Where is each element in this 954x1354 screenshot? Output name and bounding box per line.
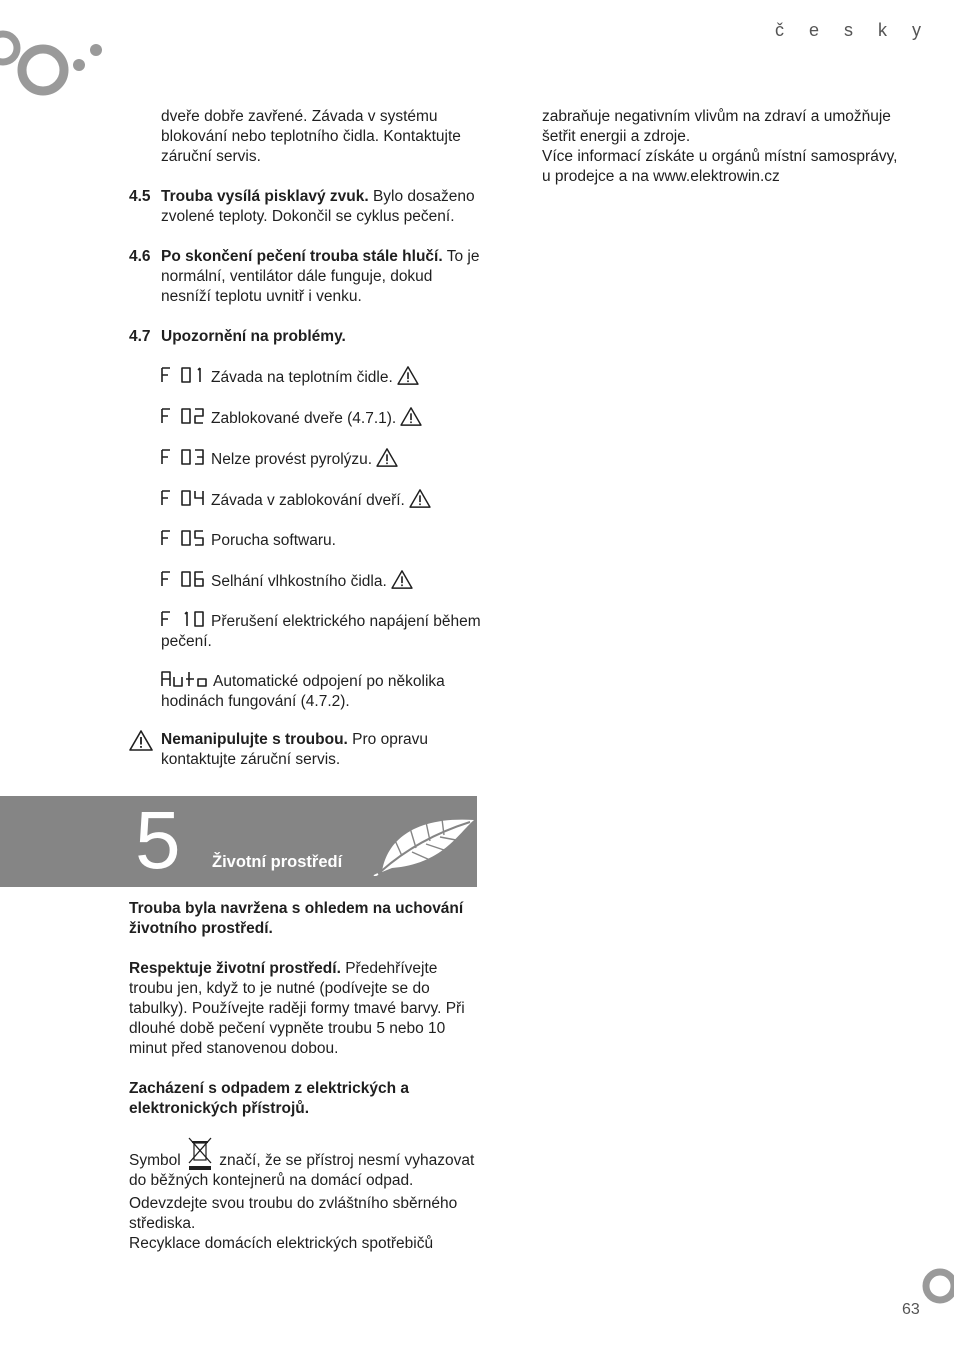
environment-section [129, 899, 481, 1254]
respect-title: Respektuje životní prostředí. [129, 960, 341, 977]
section-5-number: 5 [135, 795, 181, 886]
warning-icon [391, 570, 413, 589]
section-4-5 [129, 187, 481, 227]
error-code-list [129, 366, 481, 712]
error-code-row [129, 570, 481, 592]
section-5-title: Životní prostředí [212, 853, 343, 871]
section-title: Trouba vysílá pisklavý zvuk. [161, 188, 369, 205]
section-5-banner [0, 796, 477, 887]
symbol-before: Symbol [129, 1152, 181, 1169]
error-code-row [129, 407, 481, 429]
error-code-text: Porucha softwaru. [211, 532, 336, 549]
section-title: Po skončení pečení trouba stále hlučí. [161, 248, 443, 265]
warning-icon [129, 730, 153, 751]
section-number: 4.5 [129, 188, 151, 205]
error-code-row [129, 530, 481, 551]
section-text: Bylo dosaženo zvolené teploty. Dokončil se cyklus pečení. [161, 188, 475, 225]
error-code-row [129, 671, 481, 712]
section-title: Upozornění na problémy. [161, 328, 346, 345]
left-column [129, 107, 481, 770]
error-code-row [129, 366, 481, 388]
page-number: 63 [902, 1301, 920, 1318]
segment-display-code [161, 367, 207, 384]
segment-display-code [161, 571, 207, 588]
warning-note [129, 730, 481, 770]
error-code-text: Závada v zablokování dveří. [211, 492, 405, 509]
error-code-text: Závada na teplotním čidle. [211, 369, 393, 386]
right-column [542, 107, 902, 187]
segment-display-code [161, 490, 207, 507]
segment-display-code [161, 408, 207, 425]
waste-title: Zacházení s odpadem z elektrických a elektronických přístrojů. [129, 1080, 409, 1117]
warning-icon [376, 448, 398, 467]
warning-title: Nemanipulujte s troubou. [161, 731, 348, 748]
continued-text: dveře dobře zavřené. Závada v systému blokování nebo teplotního čidla. Kontaktujte záruční servis. [161, 108, 461, 165]
section-number: 4.7 [129, 328, 151, 345]
symbol-after: značí, že se přístroj nesmí vyhazovat do běžných kontejnerů na domácí odpad. [129, 1152, 475, 1189]
right-text-1: zabraňuje negativním vlivům na zdraví a umožňuje šetřit energii a zdroje. [542, 108, 891, 145]
segment-display-code [161, 611, 207, 628]
section-number: 4.6 [129, 248, 151, 265]
language-label: č e s k y [775, 20, 932, 40]
error-code-row [129, 448, 481, 470]
respect-text: Předehřívejte troubu jen, když to je nutné (podívejte se do tabulky). Používejte raději formy tmavé barvy. Při dlouhé době pečení vypněte troubu 5 nebo 10 minut před stanovenou dobou. [129, 960, 465, 1057]
recycling-paragraph-2: Recyklace domácích elektrických spotřebičů [129, 1235, 434, 1252]
warning-icon [409, 489, 431, 508]
brand-ring-icon [920, 1266, 954, 1306]
warning-icon [400, 407, 422, 426]
crossed-bin-icon [187, 1137, 213, 1171]
warning-icon [397, 366, 419, 385]
error-code-text: Zablokované dveře (4.7.1). [211, 410, 397, 427]
symbol-paragraph [129, 1137, 481, 1191]
error-code-text: Nelze provést pyrolýzu. [211, 451, 373, 468]
section-text: To je normální, ventilátor dále funguje, dokud nesníží teplotu uvnitř i venku. [161, 248, 480, 305]
section-4-6 [129, 247, 481, 307]
segment-display-code [161, 449, 207, 466]
env-intro: Trouba byla navržena s ohledem na uchování životního prostředí. [129, 900, 464, 937]
error-code-text: Selhání vlhkostního čidla. [211, 573, 387, 590]
leaf-icon [372, 804, 478, 876]
section-4-7 [129, 327, 481, 347]
error-code-row [129, 611, 481, 652]
segment-display-code [161, 530, 207, 547]
recycling-paragraph: Odevzdejte svou troubu do zvláštního sběrného střediska. [129, 1195, 458, 1232]
error-code-row [129, 489, 481, 511]
error-code-text: Automatické odpojení po několika hodinách fungování (4.7.2). [161, 673, 445, 710]
brand-logo-icon [0, 20, 110, 105]
right-text-2: Více informací získáte u orgánů místní samosprávy, u prodejce a na www.elektrowin.cz [542, 148, 898, 185]
error-code-text: Přerušení elektrického napájení během pečení. [161, 613, 481, 650]
warning-text: Pro opravu kontaktujte záruční servis. [161, 731, 429, 768]
segment-display-code [161, 671, 209, 688]
